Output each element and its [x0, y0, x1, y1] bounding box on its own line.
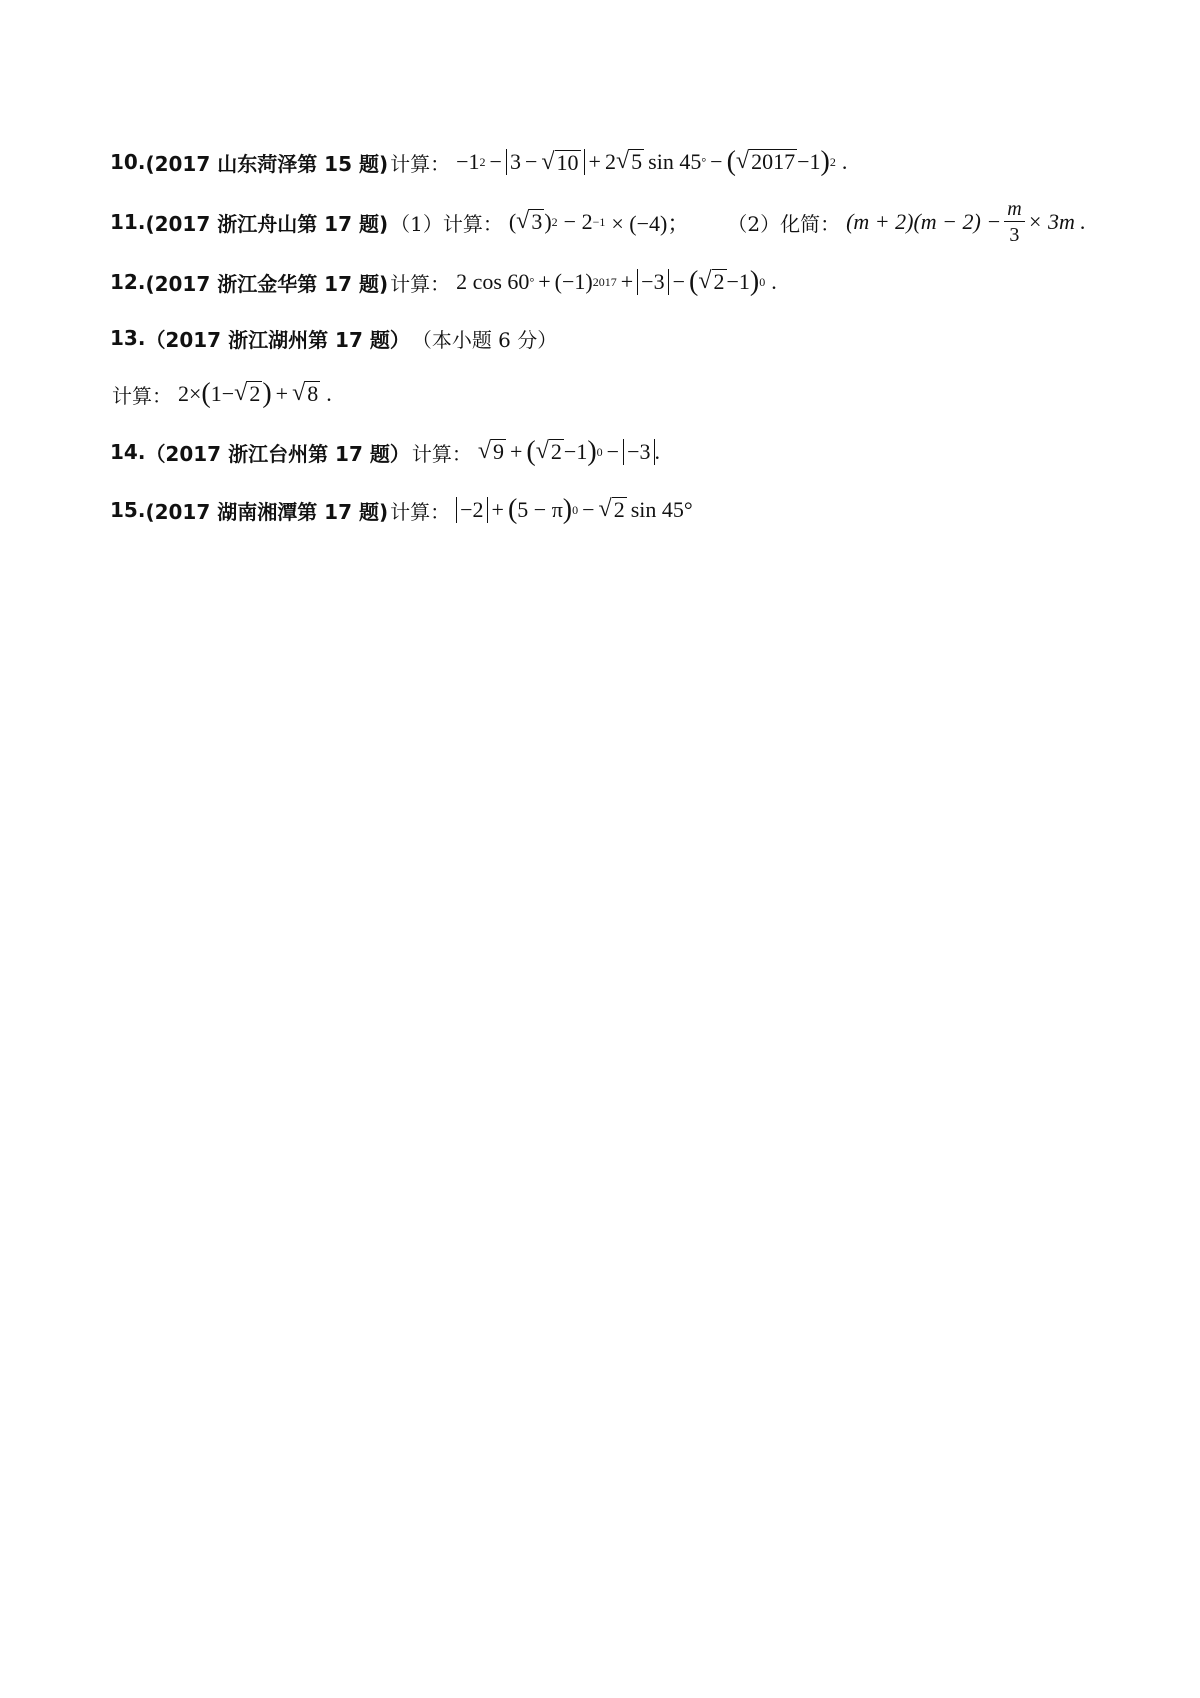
problem-source: （2017 浙江台州第 17 题）	[145, 441, 410, 466]
absolute-value: −3	[637, 269, 668, 295]
math-expression: −2 + ( 5 − π ) 0 − √ 2 sin 45°	[456, 496, 693, 524]
math-expression: −1 2 − 3 − √ 10 + 2 √ 5 sin 45 ° − ( √ 2017 −1 ) 2 .	[456, 146, 848, 177]
problem-10	[110, 138, 847, 186]
math-term: −1	[797, 149, 821, 174]
math-expression: √ 9 + ( √ 2 −1 ) 0 − −3 .	[477, 436, 661, 467]
math-end: .	[654, 439, 661, 464]
radicand: 5	[631, 149, 643, 175]
problem-label: 计算：	[390, 271, 451, 296]
math-end: .	[841, 149, 848, 174]
absolute-value: −3	[623, 439, 654, 465]
math-end: .	[771, 269, 777, 294]
math-function: sin 45°	[630, 497, 693, 522]
radicand: 3	[531, 209, 543, 235]
numerator: m	[1004, 198, 1024, 222]
problem-number: 10.	[110, 150, 146, 174]
problem-12	[110, 258, 777, 306]
radicand: 2	[713, 269, 725, 295]
math-term: 2×	[178, 381, 202, 406]
problem-number: 15.	[110, 498, 146, 522]
problem-label: 计算：	[390, 151, 451, 176]
absolute-value: −2	[456, 497, 487, 523]
math-term: 3	[509, 148, 521, 174]
denominator: 3	[1009, 223, 1020, 246]
radicand: 8	[307, 381, 319, 407]
problem-13	[110, 314, 557, 362]
math-term: (m + 2)(m − 2) −	[846, 209, 1002, 234]
radicand: 2	[249, 381, 261, 407]
math-term: 2	[604, 149, 616, 174]
math-term: −1	[456, 149, 480, 174]
math-expression	[846, 198, 1086, 247]
math-function: sin 45	[648, 149, 702, 174]
problem-11	[110, 198, 1086, 246]
problem-number: 11.	[110, 210, 146, 234]
problem-number: 13.	[110, 326, 146, 350]
math-term: 1−	[210, 381, 235, 406]
absolute-value: 3 − √ 10	[506, 149, 585, 175]
problem-number: 12.	[110, 270, 146, 294]
math-term: −1	[563, 439, 588, 464]
radicand: 10	[556, 149, 579, 175]
math-term: 2 cos 60	[456, 269, 530, 294]
problem-source: (2017 浙江金华第 17 题)	[145, 271, 389, 296]
problem-label: （本小题 6 分）	[411, 327, 558, 352]
problem-label: 计算：	[112, 383, 172, 408]
math-term: − 2	[563, 209, 593, 234]
radicand: 2	[613, 497, 625, 523]
problem-source: (2017 湖南湘潭第 17 题)	[145, 499, 389, 524]
math-expression: ( √ 3 ) 2 − 2 −1 × (−4)；	[508, 208, 690, 236]
math-term: × (−4)；	[611, 210, 690, 236]
problem-source: (2017 山东菏泽第 15 题)	[145, 151, 389, 176]
fraction	[1004, 198, 1024, 247]
math-term: −1	[726, 269, 750, 294]
problem-number: 14.	[110, 440, 146, 464]
math-end: .	[326, 381, 332, 406]
radicand: 2017	[751, 149, 796, 175]
problem-label: 计算：	[411, 441, 472, 466]
problem-14	[110, 428, 660, 476]
math-term: (−1)	[554, 269, 593, 294]
radicand: 9	[493, 439, 504, 465]
problem-13-expression	[110, 370, 332, 418]
math-expression: 2 cos 60 ° + (−1) 2017 + −3 − ( √ 2 −1 ) 0 .	[456, 266, 777, 297]
problem-source: (2017 浙江舟山第 17 题)	[145, 211, 389, 236]
math-expression: 2× ( 1− √ 2 ) + √ 8 .	[178, 378, 332, 409]
math-term: 5 − π	[517, 497, 563, 522]
problem-15	[110, 486, 693, 534]
radicand: 2	[550, 439, 562, 465]
problem-label: 计算：	[390, 499, 451, 524]
problem-source: （2017 浙江湖州第 17 题）	[145, 327, 410, 352]
problem-sublabel: （2）化简：	[727, 211, 841, 236]
problem-label: （1）计算：	[390, 211, 503, 236]
math-term: × 3m .	[1027, 209, 1086, 234]
